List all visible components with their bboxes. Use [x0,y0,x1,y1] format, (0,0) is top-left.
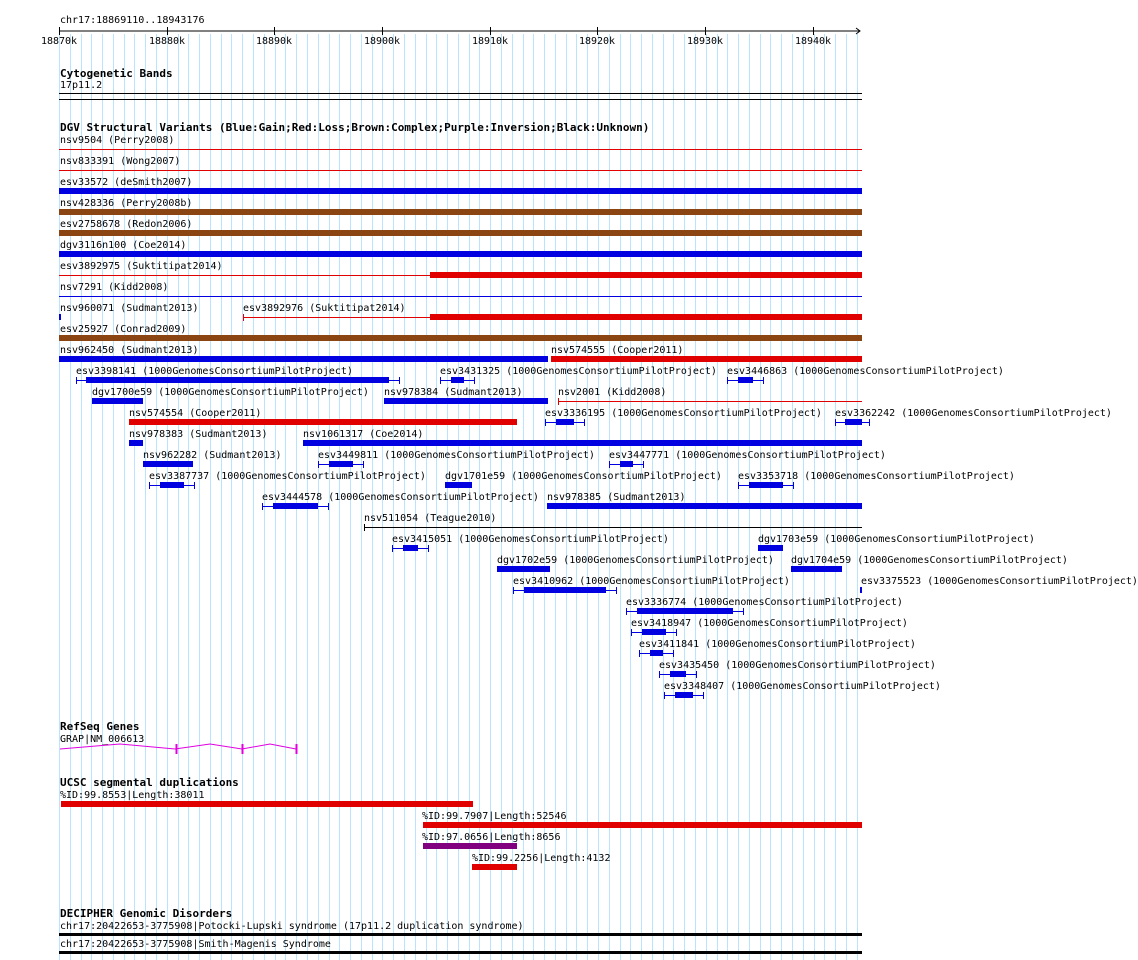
dgv-variant-label[interactable]: esv3353718 (1000GenomesConsortiumPilotProject) [738,471,1015,482]
dgv-variant-glyph [86,377,389,383]
dgv-variant-glyph [430,272,862,278]
dgv-variant-label[interactable]: esv3348407 (1000GenomesConsortiumPilotProject) [664,681,941,692]
dgv-variant-label[interactable]: nsv978385 (Sudmant2013) [547,492,686,503]
dgv-variant-label[interactable]: esv3447771 (1000GenomesConsortiumPilotProject) [609,450,886,461]
dgv-variant-glyph [59,356,548,362]
dgv-variant-glyph [403,545,418,551]
segdup-label[interactable]: %ID:99.7907|Length:52546 [422,811,567,822]
dgv-variant-glyph [273,503,318,509]
dgv-variant-glyph [749,482,783,488]
dgv-variant-glyph [738,377,753,383]
dgv-variant-label[interactable]: nsv960071 (Sudmant2013) [60,303,199,314]
dgv-variant-glyph [160,482,184,488]
dgv-variant-glyph [92,398,143,404]
dgv-variant-glyph [59,188,862,194]
dgv-variant-glyph [329,461,353,467]
dgv-variant-glyph [303,440,862,446]
ruler-tick-label: 18910k [471,36,509,47]
cytoband-track-title: Cytogenetic Bands [60,67,173,80]
dgv-variant-label[interactable]: esv3892975 (Suktitipat2014) [60,261,223,272]
ruler-tick-label: 18930k [686,36,724,47]
segdup-track-title: UCSC segmental duplications [60,776,239,789]
dgv-variant-label[interactable]: esv3431325 (1000GenomesConsortiumPilotProject) [440,366,717,377]
dgv-variant-label[interactable]: nsv962450 (Sudmant2013) [60,345,199,356]
dgv-variant-label[interactable]: dgv1703e59 (1000GenomesConsortiumPilotProject) [758,534,1035,545]
dgv-variant-glyph [59,314,61,320]
dgv-variant-glyph [675,692,693,698]
dgv-variant-label[interactable]: nsv9504 (Perry2008) [60,135,175,146]
dgv-variant-glyph [845,419,862,425]
dgv-variant-label[interactable]: nsv2001 (Kidd2008) [558,387,667,398]
dgv-variant-glyph [143,461,193,467]
ruler-range-label: chr17:18869110..18943176 [60,15,205,26]
dgv-variant-glyph [758,545,783,551]
segdup-glyph [472,864,517,870]
dgv-variant-glyph [451,377,464,383]
dgv-variant-label[interactable]: nsv833391 (Wong2007) [60,156,181,167]
segdup-glyph [423,843,517,849]
dgv-variant-glyph [551,356,862,362]
dgv-variant-glyph [59,230,862,236]
dgv-variant-label[interactable]: esv3387737 (1000GenomesConsortiumPilotProject) [149,471,426,482]
dgv-variant-glyph [642,629,666,635]
dgv-variant-label[interactable]: esv3411841 (1000GenomesConsortiumPilotProject) [639,639,916,650]
segdup-label[interactable]: %ID:97.0656|Length:8656 [422,832,561,843]
ruler-tick-label: 18920k [578,36,616,47]
ruler-tick-label: 18900k [363,36,401,47]
dgv-variant-label[interactable]: nsv511054 (Teague2010) [364,513,497,524]
dgv-variant-label[interactable]: esv33572 (deSmith2007) [60,177,193,188]
dgv-variant-glyph [384,398,548,404]
dgv-variant-glyph [791,566,842,572]
dgv-variant-label[interactable]: dgv1701e59 (1000GenomesConsortiumPilotProject) [445,471,722,482]
segdup-label[interactable]: %ID:99.8553|Length:38011 [60,790,205,801]
dgv-variant-label[interactable]: nsv574555 (Cooper2011) [551,345,684,356]
dgv-variant-glyph [670,671,686,677]
decipher-glyph [59,951,862,954]
dgv-variant-glyph [430,314,862,320]
dgv-variant-glyph [556,419,574,425]
cytoband-label: 17p11.2 [60,80,103,91]
dgv-variant-label[interactable]: nsv978383 (Sudmant2013) [129,429,268,440]
dgv-variant-glyph [445,482,472,488]
dgv-variant-glyph [59,251,862,257]
dgv-track-title: DGV Structural Variants (Blue:Gain;Red:Loss;Brown:Complex;Purple:Inversion;Black:Unknown) [60,121,650,134]
segdup-glyph [61,801,473,807]
dgv-variant-label[interactable]: esv2758678 (Redon2006) [60,219,193,230]
dgv-variant-label[interactable]: esv3336774 (1000GenomesConsortiumPilotProject) [626,597,903,608]
dgv-variant-label[interactable]: esv3449811 (1000GenomesConsortiumPilotProject) [318,450,595,461]
dgv-variant-glyph [650,650,663,656]
decipher-label[interactable]: chr17:20422653-3775908|Smith-Magenis Syndrome [60,939,331,950]
dgv-variant-label[interactable]: nsv7291 (Kidd2008) [60,282,169,293]
dgv-variant-glyph [620,461,633,467]
ruler-tick-label: 18940k [794,36,832,47]
dgv-variant-label[interactable]: nsv962282 (Sudmant2013) [143,450,282,461]
dgv-variant-glyph [497,566,550,572]
dgv-variant-label[interactable]: nsv1061317 (Coe2014) [303,429,424,440]
dgv-variant-label[interactable]: esv3418947 (1000GenomesConsortiumPilotProject) [631,618,908,629]
dgv-variant-label[interactable]: esv3444578 (1000GenomesConsortiumPilotProject) [262,492,539,503]
ruler-tick-label: 18890k [255,36,293,47]
dgv-variant-label[interactable]: nsv428336 (Perry2008b) [60,198,193,209]
refseq-gene-label[interactable]: GRAP|NM_006613 [60,734,145,745]
segdup-label[interactable]: %ID:99.2256|Length:4132 [472,853,611,864]
decipher-glyph [59,933,862,936]
dgv-variant-glyph [547,503,862,509]
dgv-variant-label[interactable]: nsv978384 (Sudmant2013) [384,387,523,398]
dgv-variant-label[interactable]: esv3415051 (1000GenomesConsortiumPilotProject) [392,534,669,545]
dgv-variant-label[interactable]: esv3892976 (Suktitipat2014) [243,303,406,314]
dgv-variant-glyph [129,440,143,446]
dgv-variant-glyph [637,608,733,614]
dgv-variant-label[interactable]: esv3362242 (1000GenomesConsortiumPilotProject) [835,408,1112,419]
dgv-variant-label[interactable]: esv3398141 (1000GenomesConsortiumPilotProject) [76,366,353,377]
dgv-variant-label[interactable]: esv3336195 (1000GenomesConsortiumPilotProject) [545,408,822,419]
segdup-glyph [423,822,862,828]
dgv-variant-glyph [524,587,606,593]
dgv-variant-label[interactable]: dgv1702e59 (1000GenomesConsortiumPilotProject) [497,555,774,566]
dgv-variant-label[interactable]: nsv574554 (Cooper2011) [129,408,262,419]
dgv-variant-label[interactable]: dgv1704e59 (1000GenomesConsortiumPilotProject) [791,555,1068,566]
ruler-tick-label: 18870k [40,36,78,47]
dgv-variant-label[interactable]: esv3375523 (1000GenomesConsortiumPilotProject) [861,576,1138,587]
dgv-variant-label[interactable]: esv3435450 (1000GenomesConsortiumPilotProject) [659,660,936,671]
dgv-variant-label[interactable]: esv25927 (Conrad2009) [60,324,187,335]
dgv-variant-glyph [59,335,862,341]
dgv-variant-label[interactable]: esv3446863 (1000GenomesConsortiumPilotProject) [727,366,1004,377]
dgv-variant-glyph [860,587,862,593]
ruler-tick-label: 18880k [148,36,186,47]
dgv-variant-label[interactable]: esv3410962 (1000GenomesConsortiumPilotProject) [513,576,790,587]
decipher-label[interactable]: chr17:20422653-3775908|Potocki-Lupski syndrome (17p11.2 duplication syndrome) [60,921,524,932]
dgv-variant-label[interactable]: dgv3116n100 (Coe2014) [60,240,187,251]
dgv-variant-glyph [59,209,862,215]
dgv-variant-label[interactable]: dgv1700e59 (1000GenomesConsortiumPilotProject) [92,387,369,398]
refseq-track-title: RefSeq Genes [60,720,140,733]
refseq-gene-intron [60,744,296,749]
decipher-track-title: DECIPHER Genomic Disorders [60,907,233,920]
dgv-variant-glyph [129,419,517,425]
